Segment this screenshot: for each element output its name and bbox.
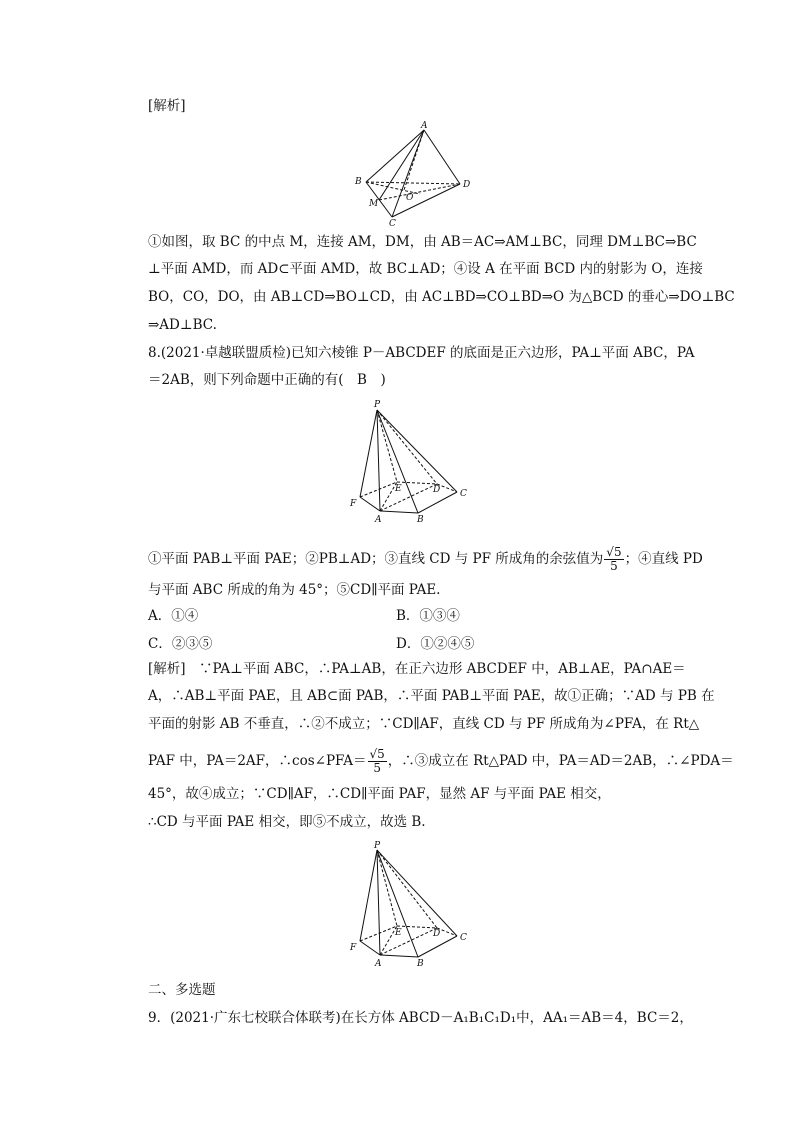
fraction-numerator: √5 bbox=[606, 545, 622, 559]
pyr1-label-F: F bbox=[350, 499, 357, 509]
analysis1-line-1: ①如图，取 BC 的中点 M，连接 AM，DM，由 AB＝AC⇒AM⊥BC，同理 DM⊥BC⇒BC bbox=[148, 234, 697, 250]
option-D: D．①②④⑤ bbox=[396, 636, 475, 652]
q8-line-1: 8.(2021·卓越联盟质检)已知六棱锥 P－ABCDEF 的底面是正六边形，PA⊥平面 ABC，PA bbox=[148, 345, 695, 361]
pyr2-label-D: D bbox=[433, 929, 441, 939]
analysis2-line-6: ∴CD 与平面 PAE 相交，即⑤不成立，故选 B. bbox=[148, 814, 426, 830]
pyr1-label-C: C bbox=[460, 489, 467, 499]
pyr1-label-B: B bbox=[417, 515, 424, 525]
fraction-numerator: √5 bbox=[369, 747, 385, 761]
analysis2-line-2: A，∴AB⊥平面 PAE，且 AB⊂面 PAB，∴平面 PAB⊥平面 PAE，故①正确；∵AD 与 PB 在 bbox=[148, 688, 715, 704]
analysis2-line-5: 45°，故④成立；∵CD∥AF，∴CD∥平面 PAF，显然 AF 与平面 PAE 相交， bbox=[148, 786, 611, 802]
label-B: B bbox=[355, 177, 362, 187]
pyr2-label-B: B bbox=[417, 959, 424, 969]
label-D: D bbox=[463, 180, 471, 190]
label-A: A bbox=[421, 121, 428, 131]
option-B: B．①③④ bbox=[396, 608, 460, 624]
option-C: C．②③⑤ bbox=[148, 636, 213, 652]
fraction-denominator: 5 bbox=[610, 559, 618, 573]
q8-statement-part-a: ①平面 PAB⊥平面 PAE；②PB⊥AD；③直线 CD 与 PF 所成角的余弦值为 bbox=[148, 551, 604, 567]
analysis1-line-4: ⇒AD⊥BC. bbox=[148, 317, 217, 333]
label-O: O bbox=[406, 193, 414, 203]
analysis1-line-3: BO，CO，DO，由 AB⊥CD⇒BO⊥CD，由 AC⊥BD⇒CO⊥BD⇒O 为△BCD 的垂心⇒DO⊥BC bbox=[148, 289, 735, 305]
label-C: C bbox=[389, 219, 396, 229]
label-M: M bbox=[369, 199, 379, 209]
fraction-denominator: 5 bbox=[373, 761, 381, 775]
section-title: 二、多选题 bbox=[148, 982, 216, 998]
pyr2-label-E: E bbox=[395, 928, 402, 938]
pyr2-label-A: A bbox=[375, 959, 382, 969]
analysis2-line-4-part-a: PAF 中，PA＝2AF，∴cos∠PFA＝ bbox=[148, 753, 367, 769]
q9-line-1: 9．(2021·广东七校联合体联考)在长方体 ABCD－A₁B₁C₁D₁中，AA₁＝AB＝4，BC＝2， bbox=[148, 1010, 693, 1026]
pyr2-label-P: P bbox=[374, 841, 381, 851]
pyr1-label-P: P bbox=[374, 400, 381, 410]
tetrahedron-figure bbox=[352, 121, 482, 229]
pyr1-label-E: E bbox=[395, 484, 402, 494]
fraction-sqrt5-over-5 bbox=[604, 546, 623, 573]
pyramid-figure-2 bbox=[345, 840, 475, 970]
q8-statement-line-1 bbox=[148, 546, 703, 573]
pyr2-label-C: C bbox=[460, 933, 467, 943]
pyramid-figure-1 bbox=[345, 396, 475, 526]
pyr1-label-A: A bbox=[375, 515, 382, 525]
analysis2-line-4 bbox=[148, 748, 734, 775]
analysis1-line-2: ⊥平面 AMD，而 AD⊂平面 AMD，故 BC⊥AD；④设 A 在平面 BCD 内的射影为 O，连接 bbox=[148, 261, 703, 277]
analysis2-line-1: [解析] ∵PA⊥平面 ABC，∴PA⊥AB，在正六边形 ABCDEF 中，AB⊥AE，PA∩AE＝ bbox=[148, 661, 686, 677]
analysis-label: [解析] bbox=[148, 98, 186, 114]
analysis2-line-4-part-b: ，∴③成立在 Rt△PAD 中，PA＝AD＝2AB，∴∠PDA＝ bbox=[387, 753, 734, 769]
analysis2-line-3: 平面的射影 AB 不垂直，∴②不成立；∵CD∥AF，直线 CD 与 PF 所成角为∠PFA，在 Rt△ bbox=[148, 716, 700, 732]
fraction-cos-value bbox=[368, 748, 387, 775]
q8-line-2: ＝2AB，则下列命题中正确的有( B ) bbox=[148, 372, 386, 388]
q8-statement-line-2: 与平面 ABC 所成的角为 45°；⑤CD∥平面 PAE. bbox=[148, 582, 441, 598]
option-A: A．①④ bbox=[148, 608, 199, 624]
pyr1-label-D: D bbox=[433, 485, 441, 495]
q8-statement-part-b: ；④直线 PD bbox=[624, 551, 703, 567]
pyr2-label-F: F bbox=[350, 943, 357, 953]
